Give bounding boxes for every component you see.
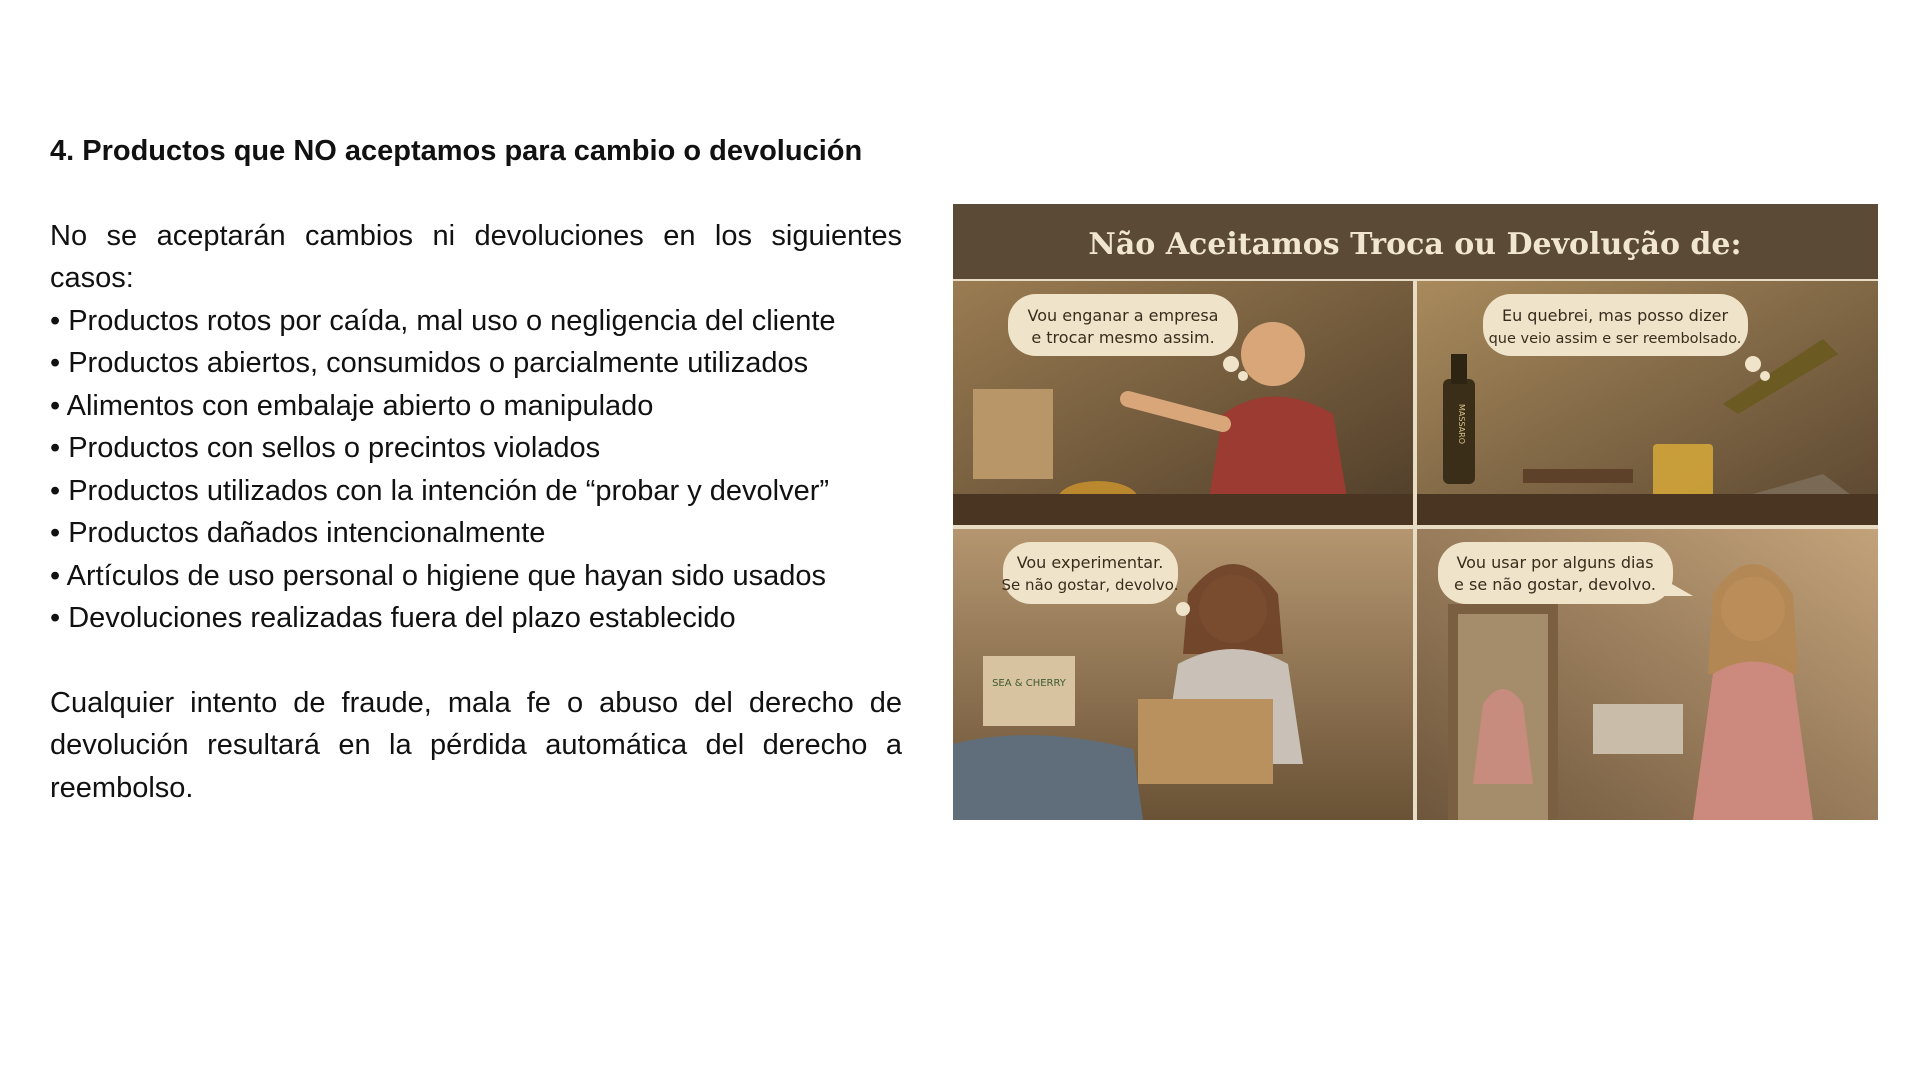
list-item: • Alimentos con embalaje abierto o manipulado	[50, 389, 654, 422]
box-label: SEA & CHERRY	[992, 678, 1066, 689]
illustration-svg	[953, 204, 1878, 820]
cardboard-box	[983, 656, 1075, 726]
bubble-line: e trocar mesmo assim.	[1031, 328, 1215, 347]
section-heading: 4. Productos que NO aceptamos para cambio o devolución	[50, 135, 863, 167]
closing-paragraph: Cualquier intento de fraude, mala fe o abuso del derecho de devolución resultará en la pérdida automática del derecho a reembolso.	[50, 686, 902, 804]
intro-paragraph: No se aceptarán cambios ni devoluciones en los siguientes casos:	[50, 219, 902, 294]
speech-bubble	[1003, 542, 1178, 604]
bubble-line: Vou enganar a empresa	[1027, 306, 1219, 325]
list-item: • Productos abiertos, consumidos o parcialmente utilizados	[50, 347, 809, 379]
list-item: • Productos con sellos o precintos violados	[50, 432, 601, 464]
bubble-line: e se não gostar, devolvo.	[1454, 575, 1656, 594]
open-box	[1138, 699, 1273, 784]
speech-bubble	[1438, 542, 1673, 604]
exclusion-list	[50, 300, 902, 640]
bed	[1593, 704, 1683, 754]
bubble-line: Vou experimentar.	[1016, 553, 1164, 572]
panel-broken-bottle	[1417, 281, 1878, 525]
illustration-image	[953, 204, 1878, 820]
panel-use-and-return	[1417, 529, 1878, 820]
cutting-board	[1523, 469, 1633, 483]
hand-arm	[953, 735, 1143, 820]
list-item: • Artículos de uso personal o higiene que hayan sido usados	[50, 559, 826, 592]
man-head	[1241, 322, 1305, 386]
policy-text-column	[50, 130, 902, 809]
list-item: • Devoluciones realizadas fuera del plazo establecido	[50, 602, 736, 634]
cardboard-box	[973, 389, 1053, 479]
bubble-line: Eu quebrei, mas posso dizer	[1501, 306, 1729, 325]
list-item: • Productos utilizados con la intención de “probar y devolver”	[50, 474, 830, 507]
panel-try-and-return	[953, 529, 1413, 820]
bubble-line: Vou usar por alguns dias	[1456, 553, 1654, 572]
panel-break-and-exchange	[953, 281, 1413, 525]
man-shirt	[1208, 397, 1348, 505]
illustration-title: Não Aceitamos Troca ou Devolução de:	[1088, 227, 1742, 262]
bottle-label: MASSARO	[1457, 403, 1466, 445]
bubble-line: Se não gostar, devolvo.	[1001, 576, 1179, 594]
bubble-line: que veio assim e ser reembolsado.	[1488, 331, 1742, 347]
list-item: • Productos dañados intencionalmente	[50, 517, 546, 549]
list-item: • Productos rotos por caída, mal uso o negligencia del cliente	[50, 304, 836, 337]
